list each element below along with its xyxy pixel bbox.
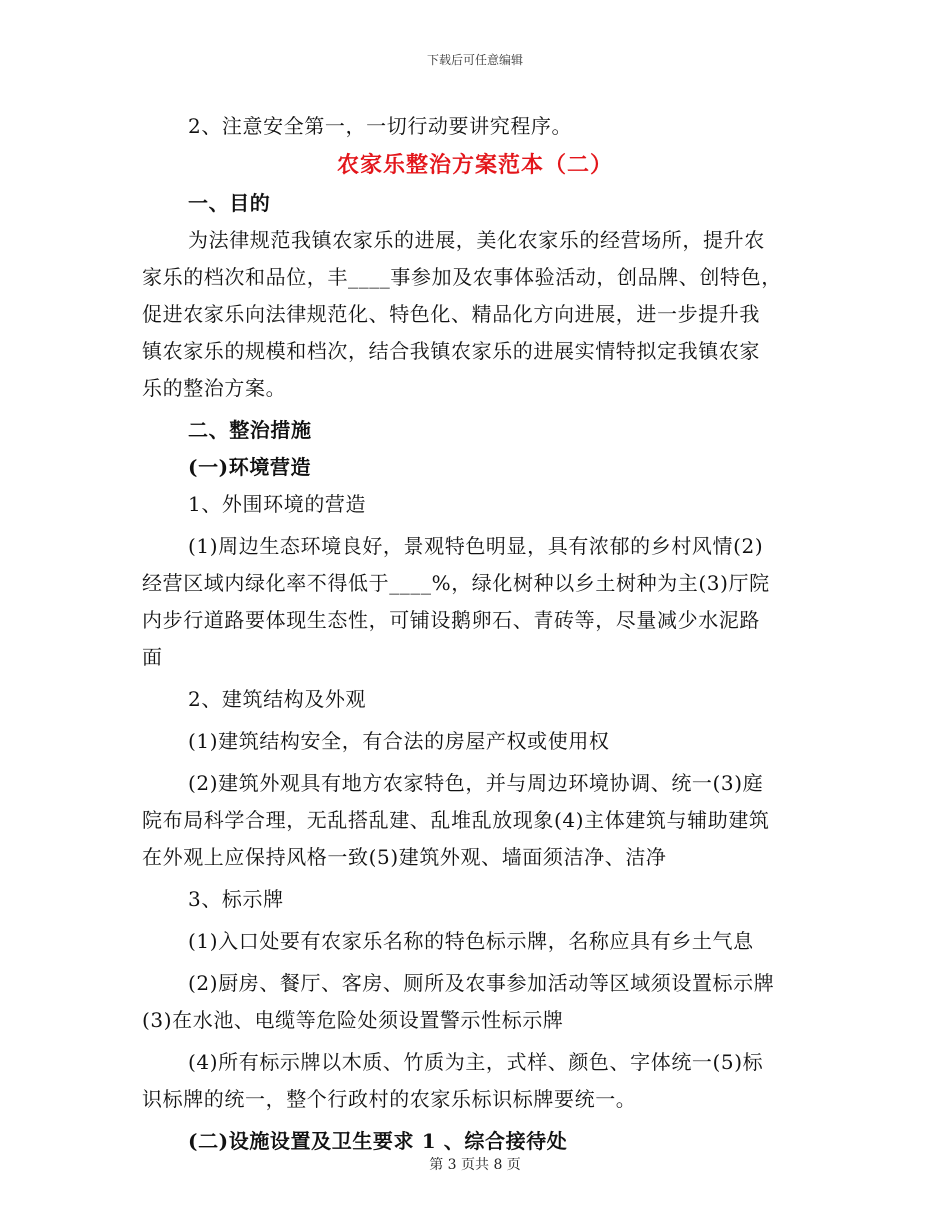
body-line: 内步行道路要体现生态性，可铺设鹅卵石、青砖等，尽量减少水泥路	[142, 608, 760, 632]
item-heading: 1、外围环境的营造	[188, 492, 367, 516]
body-line: (2)建筑外观具有地方农家特色，并与周边环境协调、统一(3)庭	[188, 771, 764, 795]
subsection-heading: (二)设施设置及卫生要求 1 、综合接待处	[188, 1129, 568, 1153]
body-line: 经营区域内绿化率不得低于____%，绿化树种以乡土树种为主(3)厅院	[142, 571, 770, 595]
body-line: (1)建筑结构安全，有合法的房屋产权或使用权	[188, 729, 610, 753]
body-line: (4)所有标示牌以木质、竹质为主，式样、颜色、字体统一(5)标	[188, 1050, 764, 1074]
item-heading: 2、建筑结构及外观	[188, 687, 367, 711]
body-line: 促进农家乐向法律规范化、特色化、精品化方向进展，进一步提升我	[142, 302, 760, 326]
page-header: 下载后可任意编辑	[426, 53, 523, 67]
section-heading: 一、目的	[188, 191, 271, 215]
page-footer: 第 3 页共 8 页	[429, 1157, 521, 1173]
body-line: 院布局科学合理，无乱搭乱建、乱堆乱放现象(4)主体建筑与辅助建筑	[142, 808, 770, 832]
body-line: 识标牌的统一，整个行政村的农家乐标识标牌要统一。	[142, 1087, 637, 1111]
section-heading: 二、整治措施	[188, 418, 312, 442]
body-line: 在外观上应保持风格一致(5)建筑外观、墙面须洁净、洁净	[142, 845, 667, 869]
body-line: 镇农家乐的规模和档次，结合我镇农家乐的进展实情特拟定我镇农家	[142, 339, 760, 363]
body-line: 家乐的档次和品位，丰____事参加及农事体验活动，创品牌、创特色，	[142, 265, 782, 289]
subsection-heading: (一)环境营造	[188, 455, 312, 479]
body-line: 乐的整治方案。	[142, 376, 287, 400]
body-line: (3)在水池、电缆等危险处须设置警示性标示牌	[142, 1008, 564, 1032]
body-line: (2)厨房、餐厅、客房、厕所及农事参加活动等区域须设置标示牌	[188, 971, 775, 995]
document-title: 农家乐整治方案范本（二）	[336, 152, 613, 178]
body-line: 为法律规范我镇农家乐的进展，美化农家乐的经营场所，提升农	[188, 228, 765, 252]
body-line: (1)入口处要有农家乐名称的特色标示牌，名称应具有乡土气息	[188, 929, 754, 953]
document-body	[142, 108, 808, 1160]
body-line: 2、注意安全第一，一切行动要讲究程序。	[188, 114, 573, 138]
body-line: (1)周边生态环境良好，景观特色明显，具有浓郁的乡村风情(2)	[188, 534, 764, 558]
item-heading: 3、标示牌	[188, 887, 284, 911]
body-line: 面	[142, 645, 163, 669]
